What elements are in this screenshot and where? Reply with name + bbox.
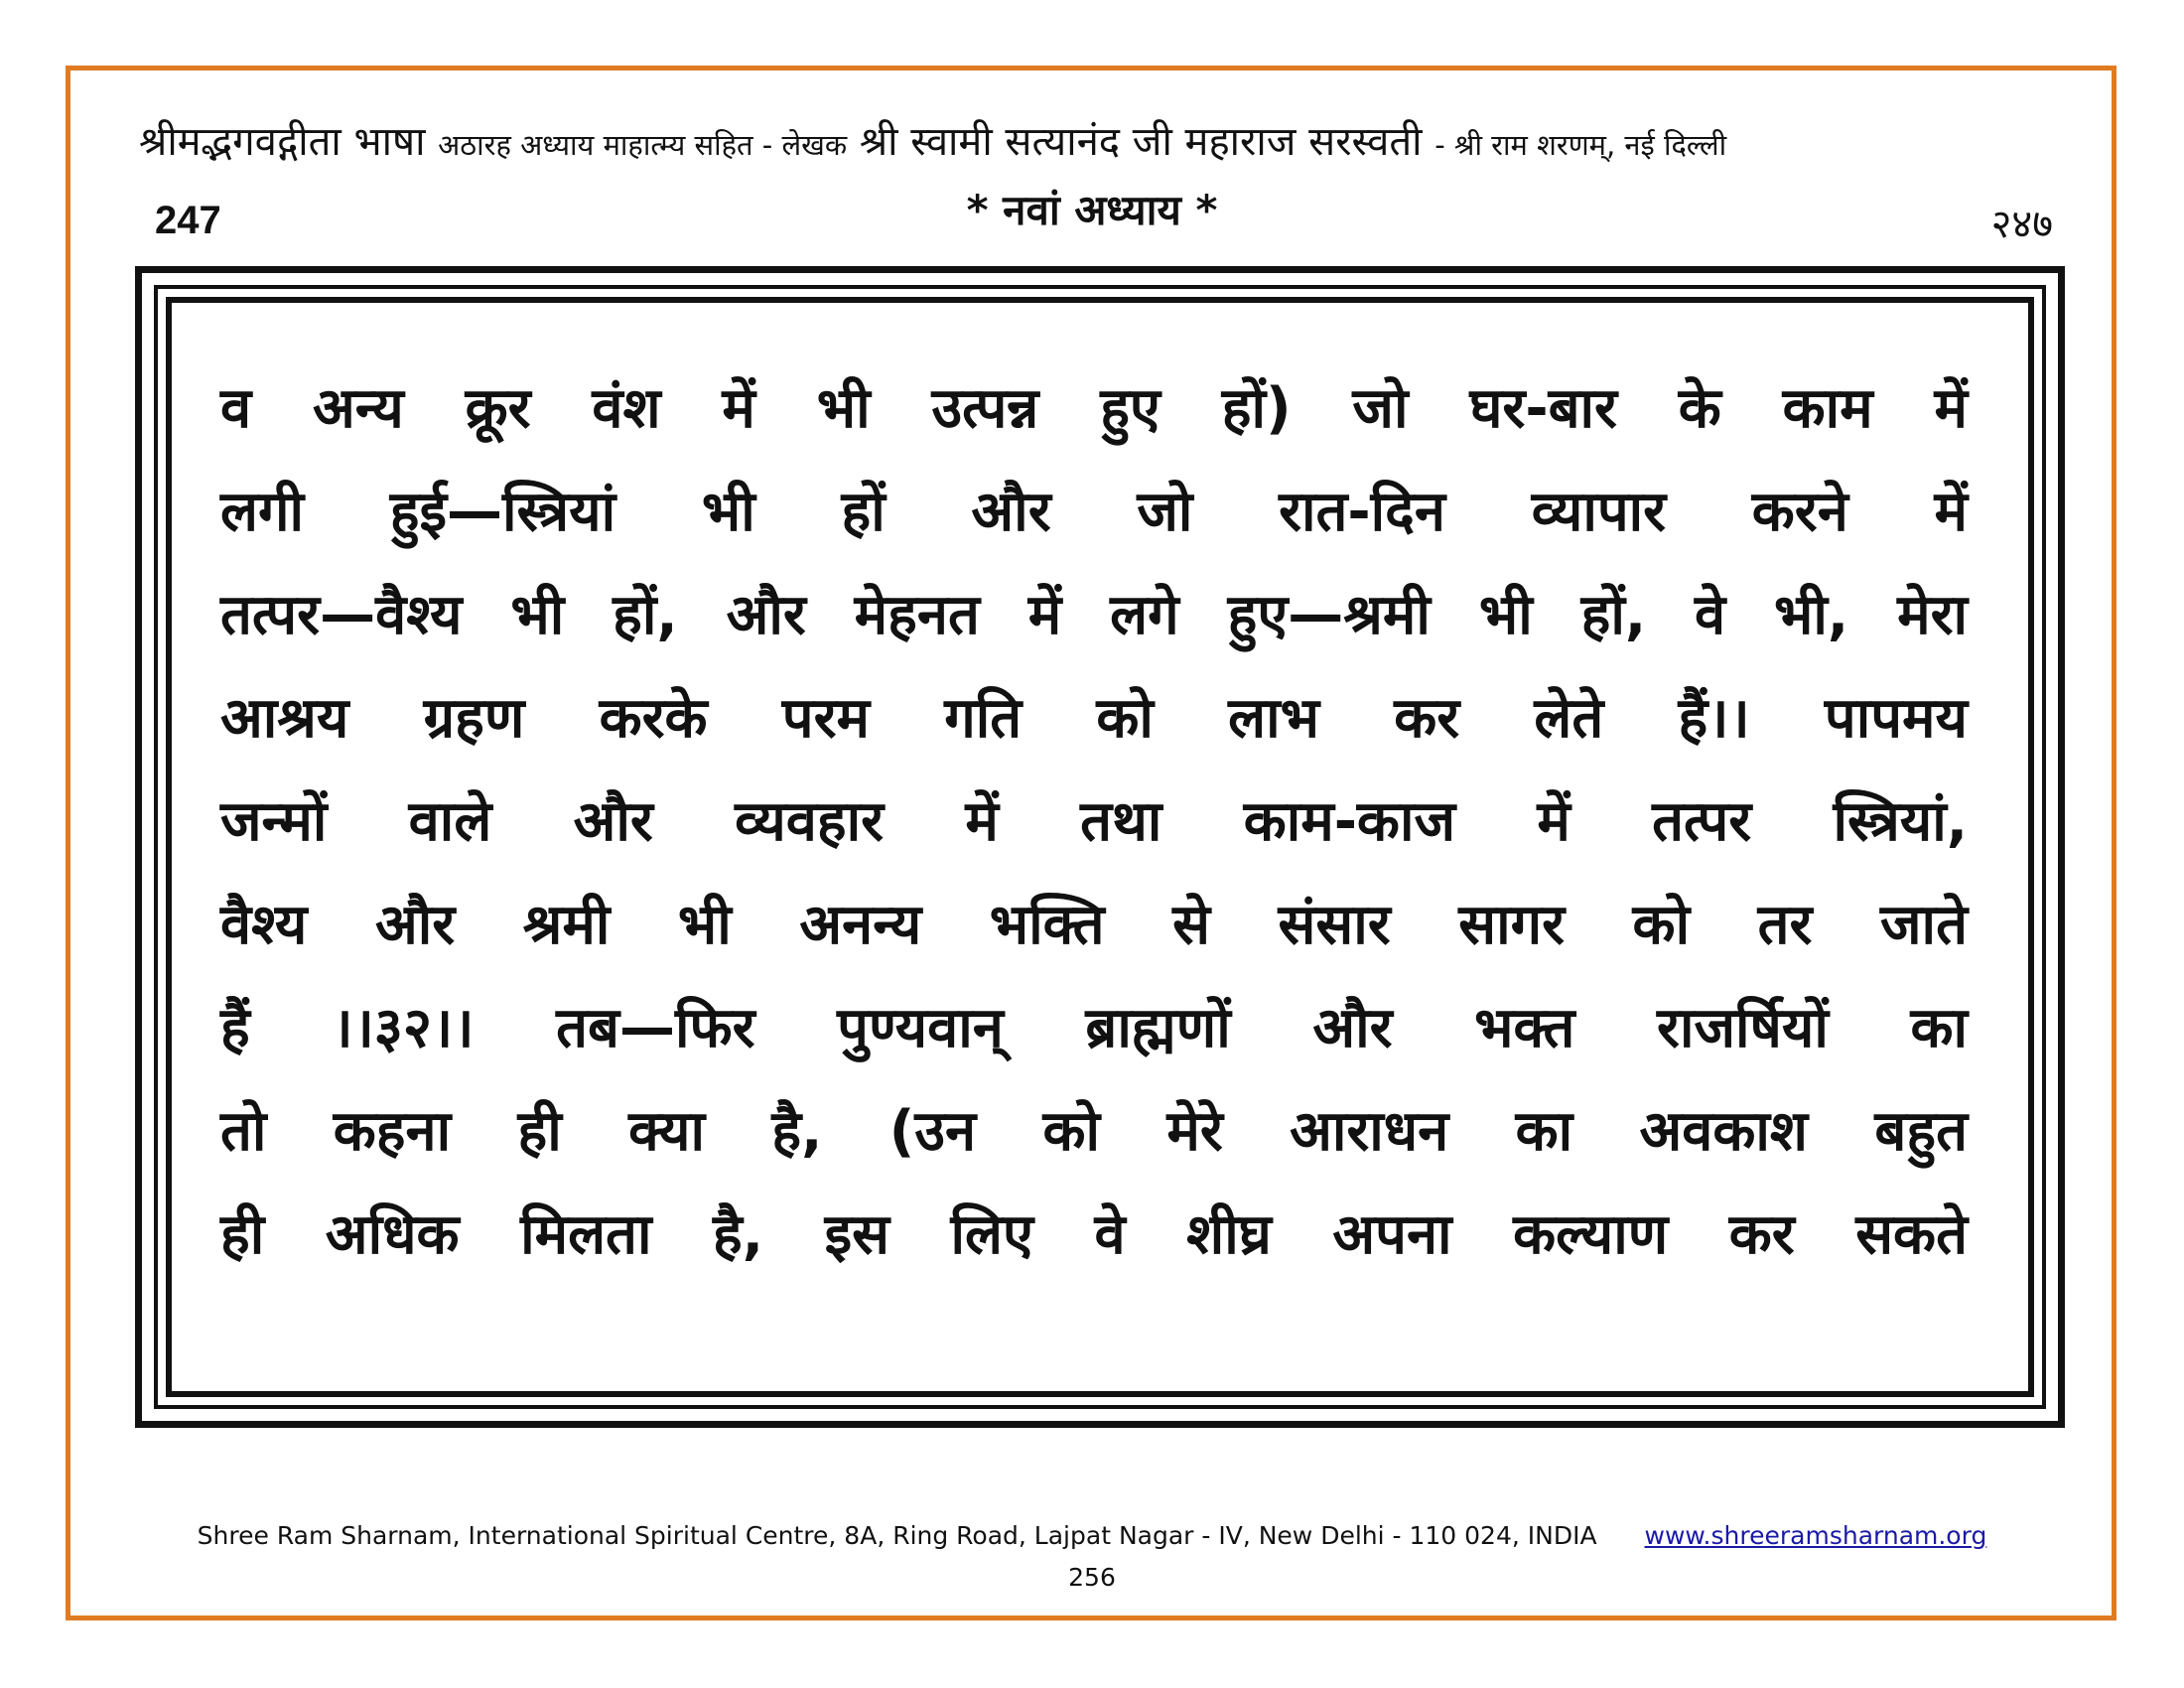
book-subtitle: अठारह अध्याय माहात्म्य सहित - लेखक [438, 128, 848, 162]
book-author: श्री स्वामी सत्यानंद जी महाराज सरस्वती [859, 119, 1423, 165]
text-line: व अन्य क्रूर वंश में भी उत्पन्न हुए हों) जो घर-बार के काम में [220, 376, 1968, 441]
footer [0, 1521, 2184, 1550]
page-number-devanagari: २४७ [1990, 202, 2053, 247]
text-line: जन्मों वाले और व्यवहार में तथा काम-काज में तत्पर स्त्रियां, [220, 789, 1968, 854]
page-number-arabic: 247 [155, 199, 221, 242]
text-line: तो कहना ही क्या है, (उन को मेरे आराधन का अवकाश बहुत [220, 1099, 1968, 1164]
footer-page-number: 256 [1068, 1563, 1116, 1592]
text-line: हैं ।।३२।। तब—फिर पुण्यवान् ब्राह्मणों और भक्त राजर्षियों का [220, 996, 1968, 1060]
text-line: लगी हुई—स्त्रियां भी हों और जो रात-दिन व्यापार करने में [220, 480, 1968, 544]
book-title-line [139, 117, 2055, 170]
chapter-heading: * नवां अध्याय * [966, 186, 1218, 234]
website-link[interactable]: www.shreeramsharnam.org [1644, 1521, 1987, 1550]
text-line: वैश्य और श्रमी भी अनन्य भक्ति से संसार सागर को तर जाते [220, 893, 1968, 957]
scripture-text [220, 357, 1968, 1287]
book-publisher: - श्री राम शरणम्, नई दिल्ली [1434, 128, 1727, 162]
text-line: तत्पर—वैश्य भी हों, और मेहनत में लगे हुए—श्रमी भी हों, वे भी, मेरा [220, 583, 1968, 647]
text-line: ही अधिक मिलता है, इस लिए वे शीघ्र अपना कल्याण कर सकते [220, 1202, 1968, 1267]
book-title: श्रीमद्भगवद्गीता भाषा [139, 119, 426, 165]
footer-address: Shree Ram Sharnam, International Spiritual Centre, 8A, Ring Road, Lajpat Nagar - IV, New Delhi - 110 024, INDIA [197, 1521, 1597, 1550]
text-line: आश्रय ग्रहण करके परम गति को लाभ कर लेते हैं।। पापमय [220, 686, 1968, 751]
